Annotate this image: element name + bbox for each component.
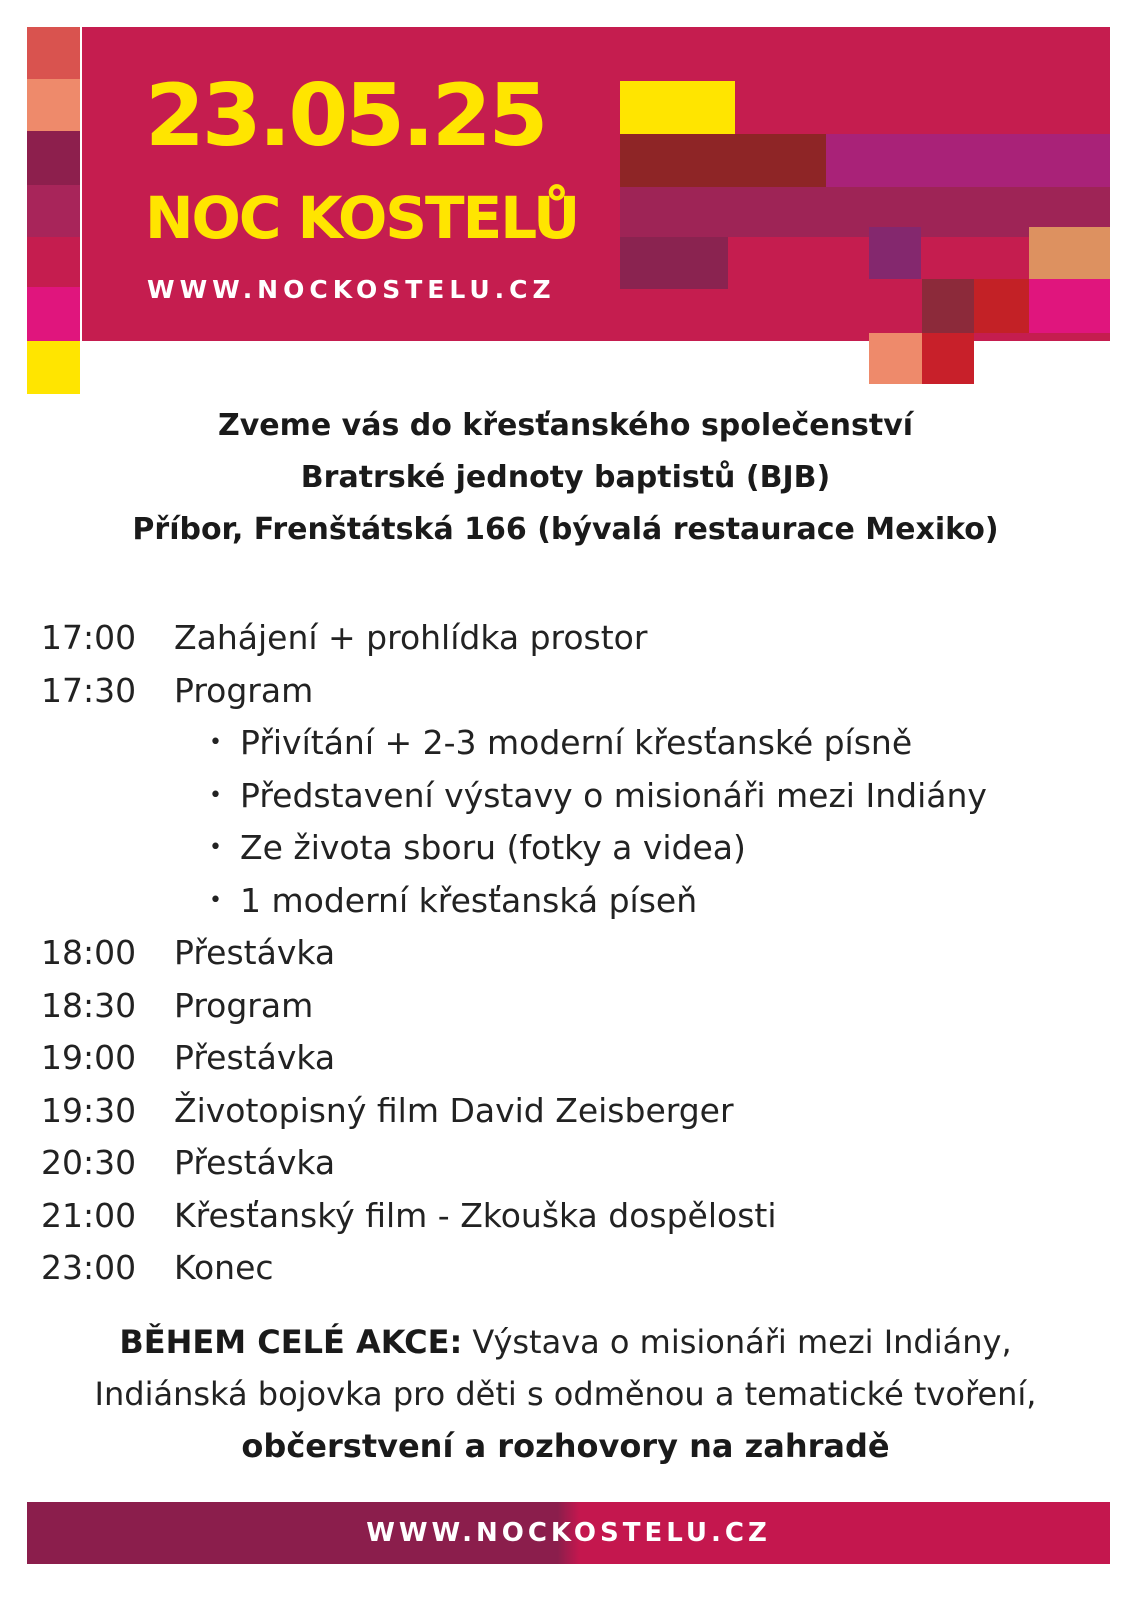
schedule-label: Konec [174, 1248, 274, 1287]
schedule [41, 612, 1101, 1295]
decor-block [620, 237, 728, 289]
footer-lead-bold: BĚHEM CELÉ AKCE: [119, 1323, 463, 1361]
schedule-time: 18:00 [41, 933, 137, 972]
decor-block [869, 227, 921, 279]
schedule-label: Křesťanský film - Zkouška dospělosti [174, 1195, 777, 1235]
schedule-time: 23:00 [41, 1248, 137, 1287]
schedule-row [41, 1242, 1101, 1295]
schedule-label: Přestávka [174, 1143, 336, 1182]
event-title: NOC KOSTELŮ [145, 184, 579, 252]
decor-block [620, 134, 826, 187]
bullet-icon: • [209, 835, 222, 860]
schedule-row [41, 980, 1101, 1033]
program-item-label: Ze života sboru (fotky a videa) [240, 828, 746, 867]
footer-line [0, 1420, 1131, 1472]
program-item-label: 1 moderní křesťanská píseň [240, 880, 698, 920]
decor-block [27, 131, 80, 185]
decor-block [620, 81, 735, 134]
decor-block [27, 27, 80, 79]
schedule-time: 19:30 [41, 1090, 137, 1130]
schedule-time: 17:30 [41, 670, 137, 710]
decor-block [1029, 279, 1110, 333]
program-item-label: Představení výstavy o misionáři mezi Indiány [240, 775, 987, 815]
footer-line-bold: občerstvení a rozhovory na zahradě [241, 1427, 890, 1465]
intro-address: Příbor, Frenštátská 166 (bývalá restaurace Mexiko) [132, 512, 999, 547]
program-item [41, 875, 1101, 928]
intro-line: Bratrské jednoty baptistů (BJB) [300, 460, 831, 495]
schedule-label: Životopisný film David Zeisberger [174, 1090, 734, 1130]
schedule-row [41, 612, 1101, 665]
schedule-row [41, 1085, 1101, 1138]
schedule-time: 20:30 [41, 1143, 137, 1182]
bullet-icon: • [209, 730, 222, 755]
decor-block [27, 287, 80, 341]
program-item-label: Přivítání + 2-3 moderní křesťanské písně [240, 723, 913, 762]
schedule-row [41, 1137, 1101, 1190]
website-link-top[interactable]: WWW.NOCKOSTELU.CZ [147, 275, 556, 304]
decor-block [27, 185, 80, 237]
decor-block [27, 79, 80, 131]
intro-line: Zveme vás do křesťanského společenství [217, 408, 914, 443]
decor-block [27, 341, 80, 394]
schedule-label: Přestávka [174, 933, 336, 972]
schedule-row [41, 665, 1101, 718]
schedule-time: 18:30 [41, 985, 137, 1025]
schedule-row [41, 1032, 1101, 1085]
program-item [41, 770, 1101, 823]
schedule-time: 21:00 [41, 1195, 137, 1235]
decor-block [922, 279, 974, 333]
schedule-label: Program [174, 985, 314, 1025]
schedule-row [41, 1190, 1101, 1243]
decor-block [869, 333, 922, 384]
decor-block [922, 333, 974, 384]
header-banner [27, 27, 1110, 394]
schedule-time: 17:00 [41, 618, 137, 657]
intro-text [0, 400, 1131, 556]
event-date: 23.05.25 [145, 66, 546, 166]
footer-line [0, 1316, 1131, 1368]
schedule-label: Program [174, 670, 314, 710]
decor-block [826, 134, 1110, 187]
program-item [41, 822, 1101, 875]
bottom-bar [27, 1502, 1110, 1564]
decor-block [974, 279, 1029, 333]
website-link-bottom[interactable]: WWW.NOCKOSTELU.CZ [366, 1518, 771, 1548]
decor-block [1029, 227, 1110, 279]
bullet-icon: • [209, 782, 222, 808]
footer-text [0, 1316, 1131, 1472]
schedule-time: 19:00 [41, 1038, 137, 1077]
footer-line: Indiánská bojovka pro děti s odměnou a tematické tvoření, [94, 1375, 1037, 1413]
footer-lead-rest: Výstava o misionáři mezi Indiány, [462, 1323, 1012, 1361]
schedule-row [41, 927, 1101, 980]
schedule-label: Zahájení + prohlídka prostor [174, 618, 648, 657]
bullet-icon: • [209, 887, 222, 913]
program-item [41, 717, 1101, 770]
schedule-label: Přestávka [174, 1038, 336, 1077]
decor-block [27, 237, 80, 287]
